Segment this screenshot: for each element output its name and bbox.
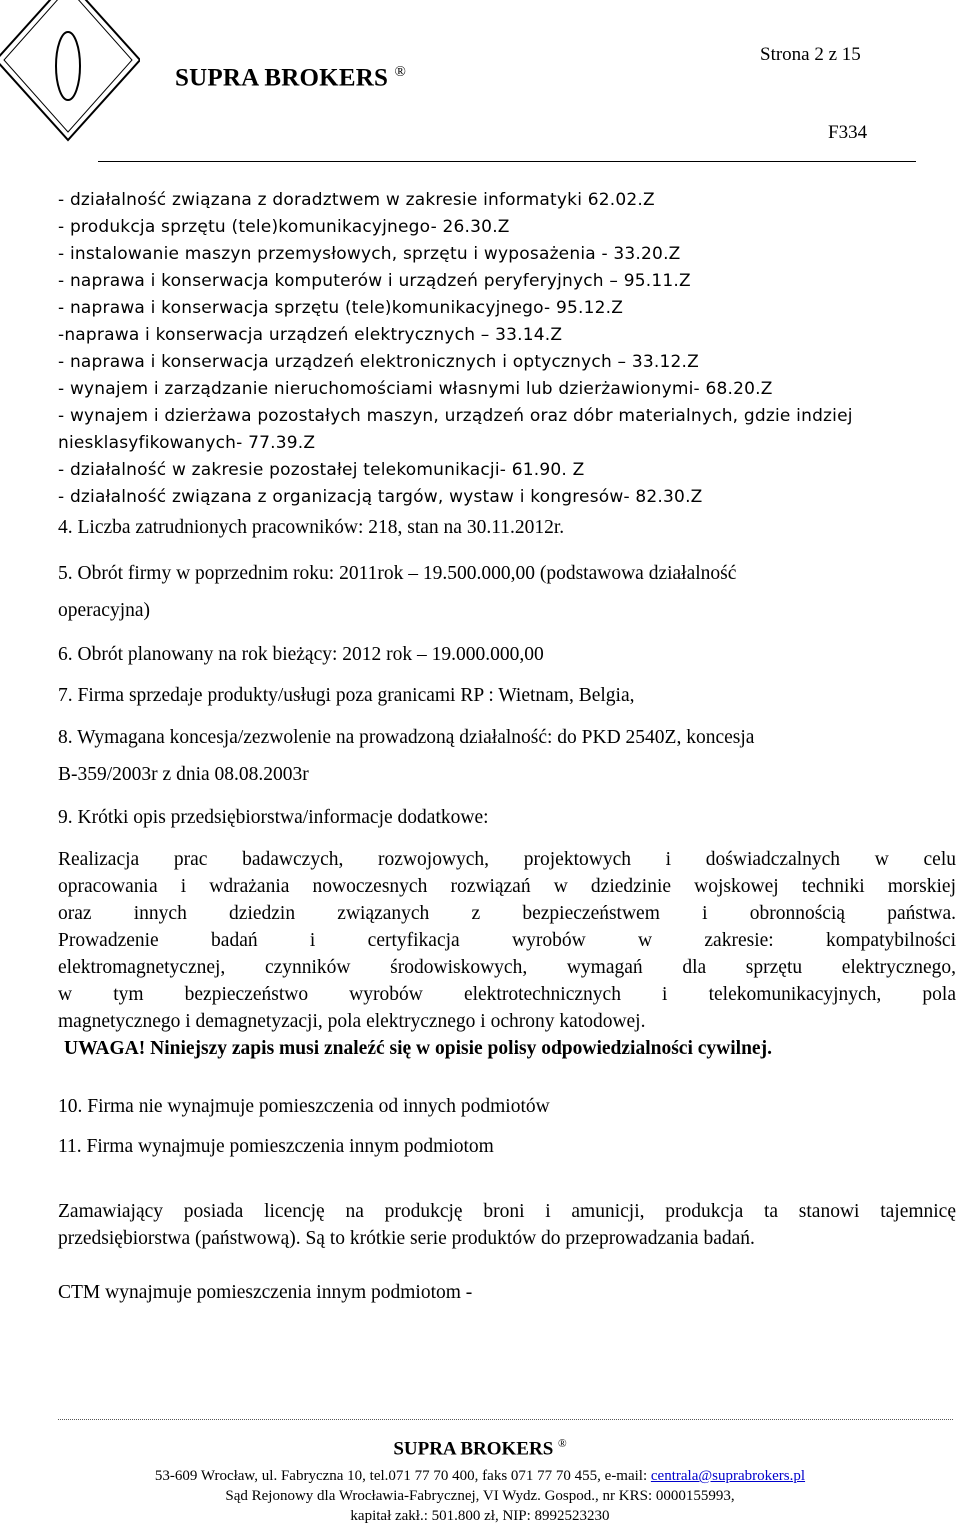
pkd-line: - działalność związana z organizacją targów, wystaw i kongresów- 82.30.Z (58, 487, 703, 507)
footer-capital: kapitał zakł.: 501.800 zł, NIP: 8992523230 (350, 1508, 610, 1524)
item-turnover: 5. Obrót firmy w poprzednim roku: 2011rok – 19.500.000,00 (podstawowa działalność (58, 563, 737, 584)
footer-address: 53-609 Wrocław, ul. Fabryczna 10, tel.071 77 70 400, faks 071 77 70 455, e-mail: centrala@suprabrokers.pl (154, 1468, 806, 1484)
footer-divider (58, 1419, 953, 1420)
pkd-line: - naprawa i konserwacja komputerów i urządzeń peryferyjnych – 95.11.Z (58, 271, 691, 291)
pkd-line: - naprawa i konserwacja urządzeń elektronicznych i optycznych – 33.12.Z (58, 352, 699, 372)
item-description-heading: 9. Krótki opis przedsiębiorstwa/informacje dodatkowe: (58, 807, 489, 828)
item-rents-to: 11. Firma wynajmuje pomieszczenia innym podmiotom (58, 1136, 494, 1157)
pkd-line: -naprawa i konserwacja urządzeń elektrycznych – 33.14.Z (58, 325, 563, 345)
pkd-line: niesklasyfikowanych- 77.39.Z (58, 433, 316, 453)
description-line: Realizacja prac badawczych, rozwojowych, projektowych i doświadczalnych w celu (58, 849, 956, 870)
footer-email-link[interactable]: centrala@suprabrokers.pl (650, 1468, 806, 1484)
pkd-line: - instalowanie maszyn przemysłowych, sprzętu i wyposażenia - 33.20.Z (58, 244, 681, 264)
company-logo (0, 0, 140, 150)
description-line: oraz innych dziedzin związanych z bezpieczeństwem i obronnością państwa. (58, 903, 956, 924)
license-note-cont: przedsiębiorstwa (państwową). Są to krótkie serie produktów do przeprowadzania badań. (58, 1228, 755, 1249)
header-brand: SUPRA BROKERS ® (175, 64, 407, 92)
description-line: opracowania i wdrażania nowoczesnych rozwiązań w dziedzinie wojskowej techniki morskiej (58, 876, 956, 897)
description-line: elektromagnetycznej, czynników środowiskowych, wymagań dla sprzętu elektrycznego, (58, 957, 956, 978)
item-license: 8. Wymagana koncesja/zezwolenie na prowadzoną działalność: do PKD 2540Z, koncesja (58, 727, 755, 748)
page-number: Strona 2 z 15 (760, 44, 861, 65)
pkd-line: - naprawa i konserwacja sprzętu (tele)komunikacyjnego- 95.12.Z (58, 298, 624, 318)
description-line: Prowadzenie badań i certyfikacja wyrobów w zakresie: kompatybilności (58, 930, 956, 951)
license-note: Zamawiający posiada licencję na produkcję broni i amunicji, produkcja ta stanowi tajemnicę (58, 1201, 956, 1222)
pkd-line: - wynajem i zarządzanie nieruchomościami własnymi lub dzierżawionymi- 68.20.Z (58, 379, 773, 399)
pkd-line: - wynajem i dzierżawa pozostałych maszyn, urządzeń oraz dóbr materialnych, gdzie indziej (58, 406, 853, 426)
item-license-cont: B-359/2003r z dnia 08.08.2003r (58, 764, 309, 785)
header-divider (98, 161, 916, 162)
pkd-line: - działalność związana z doradztwem w zakresie informatyki 62.02.Z (58, 190, 655, 210)
ctm-note: CTM wynajmuje pomieszczenia innym podmiotom - (58, 1282, 473, 1303)
warning-note: UWAGA! Niniejszy zapis musi znaleźć się w opisie polisy odpowiedzialności cywilnej. (64, 1038, 772, 1059)
footer-brand: SUPRA BROKERS ® (393, 1438, 567, 1460)
description-line: w tym bezpieczeństwo wyrobów elektrotechnicznych i telekomunikacyjnych, pola (58, 984, 956, 1005)
pkd-line: - produkcja sprzętu (tele)komunikacyjnego- 26.30.Z (58, 217, 510, 237)
item-rents-from: 10. Firma nie wynajmuje pomieszczenia od innych podmiotów (58, 1096, 550, 1117)
description-line: magnetycznego i demagnetyzacji, pola elektrycznego i ochrony katodowej. (58, 1011, 646, 1032)
item-turnover-cont: operacyjna) (58, 600, 151, 621)
item-employees: 4. Liczba zatrudnionych pracowników: 218, stan na 30.11.2012r. (58, 517, 565, 538)
item-planned-turnover: 6. Obrót planowany na rok bieżący: 2012 rok – 19.000.000,00 (58, 644, 544, 665)
item-export: 7. Firma sprzedaje produkty/usługi poza granicami RP : Wietnam, Belgia, (58, 685, 635, 706)
footer-court: Sąd Rejonowy dla Wrocławia-Fabrycznej, VI Wydz. Gospod., nr KRS: 0000155993, (225, 1488, 735, 1504)
pkd-line: - działalność w zakresie pozostałej telekomunikacji- 61.90. Z (58, 460, 585, 480)
document-code: F334 (828, 122, 868, 143)
